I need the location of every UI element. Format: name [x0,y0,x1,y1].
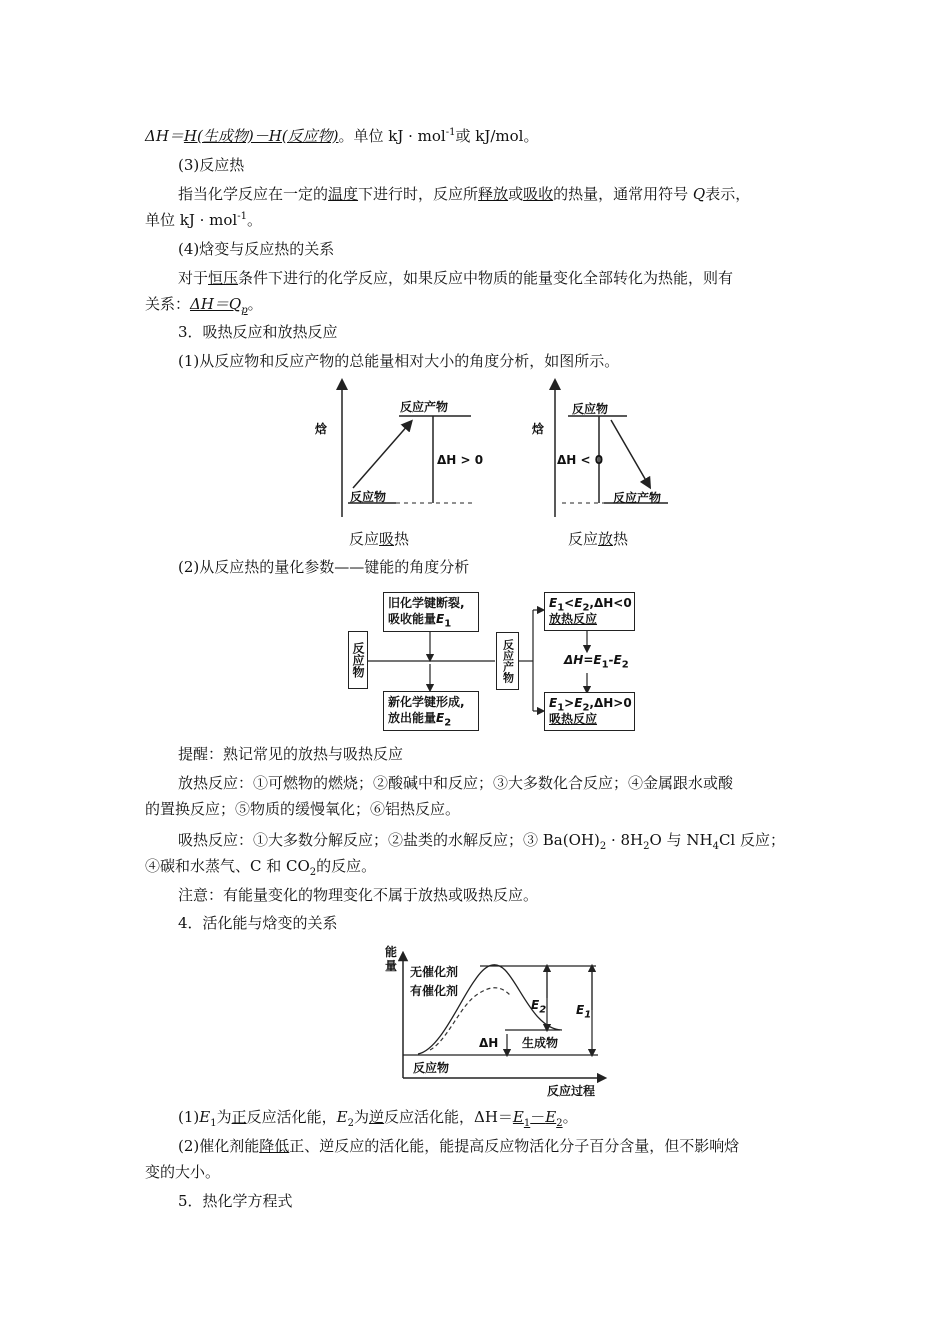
text: (2)催化剂能 [178,1137,260,1155]
text: E [531,998,540,1012]
text: -E [608,653,622,667]
text: 2 [621,659,629,671]
text: · 8H [606,831,644,849]
text: ΔH＝ [145,127,184,145]
text: 反应 [349,530,380,548]
text: 对于 [178,269,209,287]
text: O 与 NH [649,831,713,849]
left-dh-label: ΔH > 0 [437,453,484,467]
text: 为 [216,1108,232,1126]
text: ,ΔH>0 [589,696,632,710]
text: H(生成物)－H(反应物) [183,127,339,145]
text: 1 [444,618,452,630]
text: 吸热反应 [549,712,598,726]
left-yaxis-label: 焓 [315,422,328,436]
text: E [545,1108,557,1126]
left-reactant-label: 反应物 [350,490,387,504]
text: 的热量，通常用符号 [553,185,693,203]
heading-relation: (4)焓变与反应热的关系 [178,240,335,258]
text: 反应 [568,530,599,548]
text: 放出能量 [388,711,437,725]
text: 为 [353,1108,369,1126]
text: Q [692,185,706,203]
text: 2 [599,841,607,852]
text: 2 [582,602,590,614]
text: 放 [598,530,614,548]
line-catalyst-2: 变的大小。 [145,1163,221,1181]
text: 指当化学反应在一定的 [178,185,329,203]
right-yaxis-label: 焓 [532,422,545,436]
text: -1 [237,211,247,222]
text: 。 [562,1108,578,1126]
right-dh-label: ΔH < 0 [557,453,604,467]
text: 关系： [145,295,191,313]
text: 或 [508,185,524,203]
text: 1 [523,1118,531,1129]
text: ΔH＝Q [190,295,242,313]
line-activation-energy [178,1107,578,1127]
line-energy-analysis: (1)从反应物和反应产物的总能量相对大小的角度分析，如图所示。 [178,352,620,370]
text: 。 [246,211,262,229]
text: E [576,1003,585,1017]
text: 2 [582,702,590,714]
with-catalyst-label: 有催化剂 [410,984,459,998]
text: ④碳和水蒸气、C 和 CO [145,857,310,875]
reactant-label: 反应物 [413,1061,450,1075]
text: 2 [444,717,452,729]
text: 4 [712,841,719,852]
text: 新化学键形成, [388,695,465,709]
text: 正 [231,1108,247,1126]
text: E [436,711,445,725]
text: 2 [643,841,650,852]
product-label: 生成物 [522,1036,559,1050]
text: 释放 [478,185,509,203]
text: E [512,1108,524,1126]
heading-reaction-heat: (3)反应热 [178,156,245,174]
no-catalyst-label: 无催化剂 [410,965,459,979]
text: 表示， [705,185,751,203]
text: ΔH=E [564,653,602,667]
text: 1 [557,702,565,714]
text: 吸热反应：①大多数分解反应；②盐类的水解反应；③ Ba(OH) [178,831,600,849]
text: 反应活化能，ΔH＝ [383,1108,513,1126]
line-reminder: 提醒：熟记常见的放热与吸热反应 [178,745,404,763]
text: 2 [556,1118,563,1129]
delta-h-label: ΔH [479,1036,499,1050]
line-catalyst [178,1136,739,1156]
right-product-label: 反应产物 [613,491,662,505]
line-exothermic-list: 放热反应：①可燃物的燃烧；②酸碱中和反应；③大多数化合反应；④金属跟水或酸 [178,774,734,792]
text: <E [564,596,583,610]
line-note: 注意：有能量变化的物理变化不属于放热或吸热反应。 [178,886,539,904]
heading-section-4: 4．活化能与焓变的关系 [178,914,338,932]
text: 下进行时，反应所 [358,185,479,203]
text: E [549,596,558,610]
text: 旧化学键断裂, [388,596,465,610]
text: 温度 [328,185,359,203]
text: 热 [394,530,410,548]
text: 1 [557,602,565,614]
left-product-label: 反应产物 [400,400,449,414]
text: -1 [445,127,456,138]
text: E [199,1108,211,1126]
text: Cl 反应； [718,831,785,849]
line-exothermic-list-2: 的置换反应；⑤物质的缓慢氧化；⑥铝热反应。 [145,800,461,818]
text: 吸收 [523,185,554,203]
text: 降低 [259,1137,290,1155]
text: 放热反应 [549,612,598,626]
text: 条件下进行的化学反应，如果反应中物质的能量变化全部转化为热能，则有 [238,269,734,287]
product-box: 反应产物 [496,632,519,690]
line-bond-energy: (2)从反应热的量化参数——键能的角度分析 [178,558,470,576]
text: 。 [247,295,263,313]
text: (1) [178,1108,200,1126]
text: p [241,305,248,316]
text: 的反应。 [316,857,377,875]
heading-section-5: 5．热化学方程式 [178,1192,293,1210]
text: 1 [584,1009,592,1021]
text: 1 [601,659,609,671]
text: 2 [539,1004,547,1016]
text: 或 kJ/mol。 [455,127,539,145]
text: ,ΔH<0 [589,596,632,610]
text: 反应活化能， [246,1108,337,1126]
reactant-box: 反应物 [348,631,368,689]
text: E [549,696,558,710]
text: 2 [347,1118,354,1129]
yaxis-energy-label: 能量 [385,945,398,973]
text: 正、逆反应的活化能，能提高反应物活化分子百分含量，但不影响焓 [289,1137,740,1155]
text: 吸收能量 [388,612,437,626]
text: 吸 [379,530,395,548]
text: 1 [210,1118,217,1129]
e1-label [576,1003,592,1021]
text: E [336,1108,348,1126]
text: E [436,612,445,626]
e2-label [531,998,547,1016]
xaxis-label: 反应过程 [547,1084,596,1098]
text: 热 [613,530,629,548]
text: 2 [309,867,317,878]
text: 恒压 [208,269,239,287]
heading-section-3: 3．吸热反应和放热反应 [178,323,338,341]
text: 。单位 kJ · mol [338,127,446,145]
text: >E [564,696,583,710]
text: 单位 kJ · mol [145,211,238,229]
text: 逆 [368,1108,384,1126]
right-reactant-label: 反应物 [572,402,609,416]
text: － [530,1108,546,1126]
